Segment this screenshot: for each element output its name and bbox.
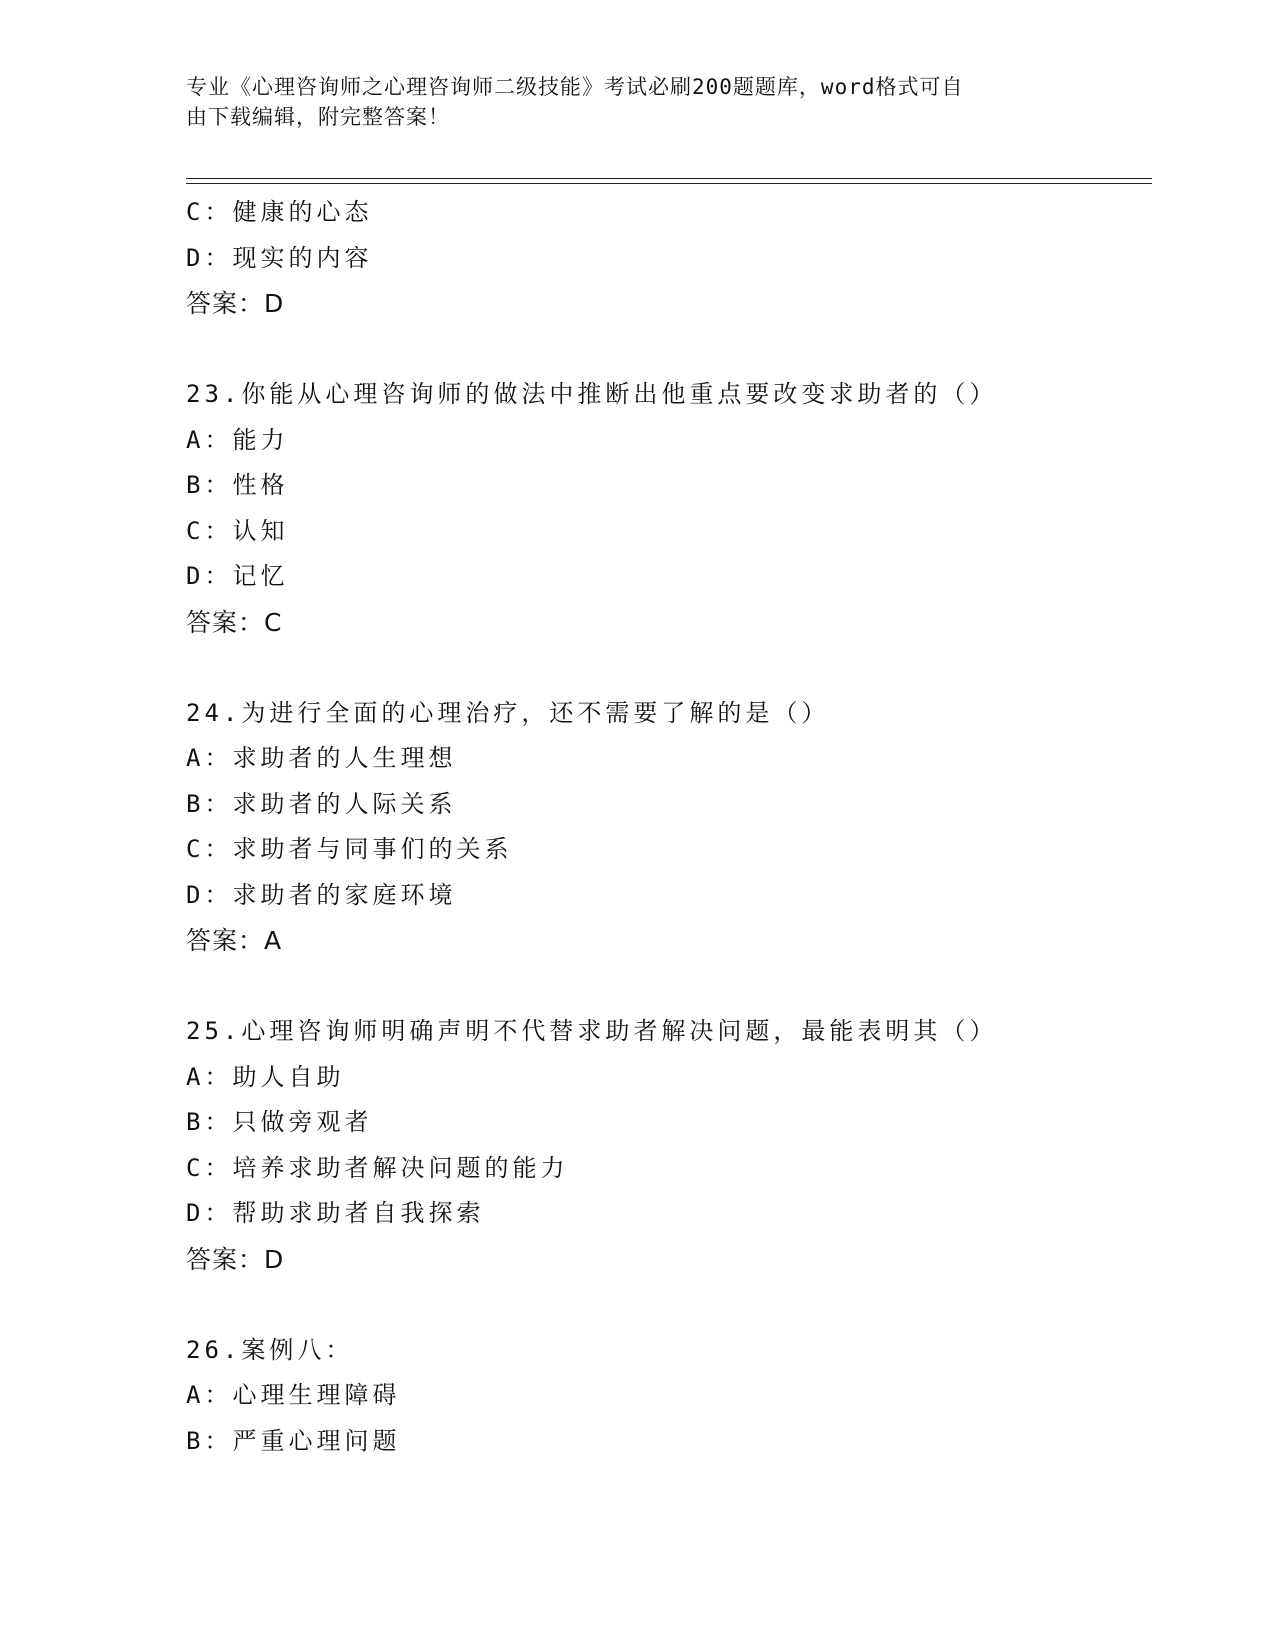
option-c: C：健康的心态 [186,198,373,226]
question-26 [186,1328,1166,1465]
option-b: B：严重心理问题 [186,1426,401,1455]
header-line-2: 由下载编辑，附完整答案！ [186,105,450,129]
option-b: B：只做旁观者 [186,1108,373,1136]
question-25 [186,1009,1166,1282]
option-b: B：求助者的人际关系 [186,789,457,818]
option-d: D：帮助求助者自我探索 [186,1199,485,1227]
option-c: C：认知 [186,516,289,545]
spacer [186,645,1166,691]
option-a: A：能力 [186,425,289,454]
header-line-1: 专业《心理咨询师之心理咨询师二级技能》考试必刷200题题库，word格式可自 [186,75,964,99]
continued-question [186,190,1166,327]
page-header [186,72,1066,132]
spacer [186,1282,1166,1328]
option-d: D：求助者的家庭环境 [186,880,457,909]
option-b: B：性格 [186,471,289,499]
question-stem: 25.心理咨询师明确声明不代替求助者解决问题，最能表明其（） [186,1017,998,1045]
option-c: C：求助者与同事们的关系 [186,835,513,863]
option-a: A：助人自助 [186,1062,345,1091]
option-a: A：求助者的人生理想 [186,744,457,772]
header-rule-top [186,178,1152,179]
spacer [186,327,1166,373]
answer-line: 答案：C [186,607,283,637]
question-list [186,190,1166,1464]
option-c: C：培养求助者解决问题的能力 [186,1153,569,1182]
question-24 [186,691,1166,964]
answer-line: 答案：D [186,289,285,318]
answer-line: 答案：D [186,1244,285,1274]
spacer [186,964,1166,1010]
question-23 [186,372,1166,645]
answer-line: 答案：A [186,926,283,955]
option-d: D：记忆 [186,562,289,590]
question-stem: 24.为进行全面的心理治疗，还不需要了解的是（） [186,698,830,727]
option-d: D：现实的内容 [186,243,373,272]
header-rule-bottom [186,183,1152,184]
question-stem: 23.你能从心理咨询师的做法中推断出他重点要改变求助者的（） [186,380,998,408]
question-stem: 26.案例八： [186,1335,354,1364]
option-a: A：心理生理障碍 [186,1381,401,1409]
